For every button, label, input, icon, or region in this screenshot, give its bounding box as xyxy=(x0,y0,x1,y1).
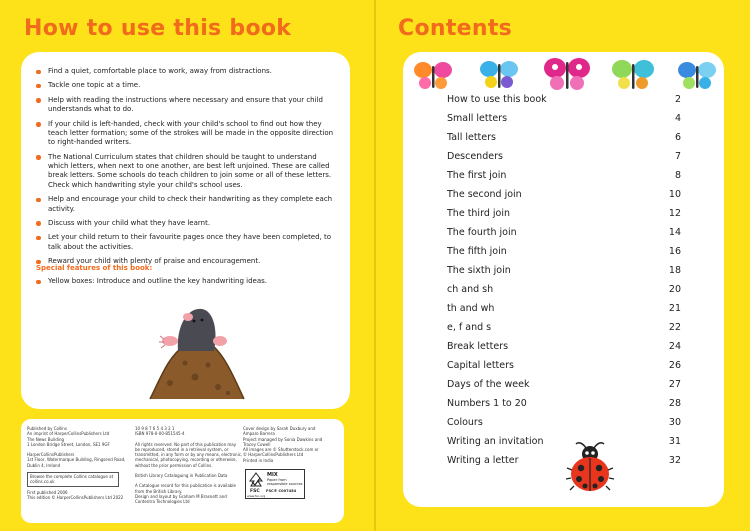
contents-entry-label: Colours xyxy=(447,417,483,428)
imprint-line: 1st Floor, Watermarque Building, Ringsend Road, xyxy=(27,457,126,463)
contents-entry-label: e, f and s xyxy=(447,322,492,333)
imprint-col1 xyxy=(27,426,125,500)
imprint-line: This edition © HarperCollinsPublishers Ltd 2022 xyxy=(27,494,124,500)
fsc-mix-sub2: responsible sources xyxy=(267,482,303,486)
contents-entry-page: 28 xyxy=(668,398,681,409)
imprint-line: Project managed by Sonia Dawkins and xyxy=(243,436,323,442)
contents-entry-page: 30 xyxy=(668,417,681,428)
contents-entry[interactable] xyxy=(447,128,681,147)
imprint-col3 xyxy=(243,426,322,463)
imprint-line: Browse the complete Collins catalogue at xyxy=(30,474,114,480)
imprint-line: HarperCollinsPublishers xyxy=(27,452,75,458)
butterfly-icon xyxy=(480,61,518,88)
imprint-line: An imprint of HarperCollinsPublishers Ltd xyxy=(27,431,110,437)
imprint-line: Contentra Technologies Ltd xyxy=(135,499,190,505)
contents-entry-label: How to use this book xyxy=(447,94,547,105)
contents-entry[interactable] xyxy=(447,337,681,356)
contents-entry-page: 32 xyxy=(668,455,681,466)
contents-entry-page: 24 xyxy=(668,341,681,352)
tip-item: Let your child return to their favourite pages once they have been completed, to talk about the activities. xyxy=(36,233,336,252)
tip-item: Find a quiet, comfortable place to work, away from distractions. xyxy=(36,67,336,76)
contents-entry-label: The first join xyxy=(447,170,507,181)
contents-entry[interactable] xyxy=(447,204,681,223)
imprint-line: Design and layout by Graham M Brasnett and xyxy=(135,493,227,499)
catalogue-link[interactable]: collins.co.uk xyxy=(30,479,55,485)
tip-item: If your child is left-handed, check with your child's school to find out how they teach letter formation; some of the strokes will be made in the opposite direction to right-handed writers. xyxy=(36,120,336,148)
contents-entry[interactable] xyxy=(447,299,681,318)
contents-entry-label: Writing a letter xyxy=(447,455,519,466)
contents-entry[interactable] xyxy=(447,451,681,470)
contents-entry-label: The fifth join xyxy=(447,246,507,257)
imprint-line: First published 2006 xyxy=(27,489,68,495)
imprint-line: mechanical, photocopying, recording or otherwise, xyxy=(135,457,237,463)
imprint-line: ISBN 978-0-00-851545-4 xyxy=(135,431,185,437)
contents-entry-label: Days of the week xyxy=(447,379,530,390)
fsc-brand: FSC xyxy=(250,489,260,494)
imprint-line: from the British Library. xyxy=(135,488,183,494)
contents-entry[interactable] xyxy=(447,394,681,413)
tip-item: Help and encourage your child to check their handwriting as they complete each activity. xyxy=(36,195,336,214)
imprint-line: All images are © Shutterstock.com or xyxy=(243,447,319,453)
contents-entry-page: 10 xyxy=(668,189,681,200)
contents-entry-label: ch and sh xyxy=(447,284,494,295)
tip-item: Tackle one topic at a time. xyxy=(36,81,336,90)
imprint-line: © HarperCollinsPublishers Ltd xyxy=(243,452,304,458)
tip-item: Reward your child with plenty of praise and encouragement. xyxy=(36,257,336,266)
fsc-code: FSC® C007454 xyxy=(266,489,297,493)
contents-entry-page: 20 xyxy=(668,284,681,295)
imprint-col2 xyxy=(135,426,242,505)
contents-entry-page: 27 xyxy=(668,379,681,390)
contents-entry[interactable] xyxy=(447,280,681,299)
contents-entry-label: Writing an invitation xyxy=(447,436,544,447)
contents-entry-label: th and wh xyxy=(447,303,495,314)
contents-entry[interactable] xyxy=(447,261,681,280)
imprint-line: A Catalogue record for this publication is available xyxy=(135,483,236,489)
contents-entry-page: 18 xyxy=(668,265,681,276)
contents-entry-label: The third join xyxy=(447,208,510,219)
imprint-line: 10 9 8 7 6 5 4 3 2 1 xyxy=(135,426,175,431)
contents-entry[interactable] xyxy=(447,147,681,166)
contents-entry-page: 2 xyxy=(674,94,681,105)
imprint-line: Printed in India xyxy=(243,457,274,463)
contents-entry-page: 26 xyxy=(668,360,681,371)
contents-entry[interactable] xyxy=(447,356,681,375)
contents-entry-label: Break letters xyxy=(447,341,509,352)
imprint-line: Amparo Barrera xyxy=(243,431,275,437)
contents-entry-label: The sixth join xyxy=(447,265,511,276)
fsc-mix-sub1: Paper from xyxy=(267,478,287,482)
contents-entry[interactable] xyxy=(447,242,681,261)
contents-entry[interactable] xyxy=(447,90,681,109)
contents-entry[interactable] xyxy=(447,432,681,451)
contents-entry[interactable] xyxy=(447,223,681,242)
contents-entry[interactable] xyxy=(447,413,681,432)
contents-entry[interactable] xyxy=(447,185,681,204)
contents-entry-page: 21 xyxy=(668,303,681,314)
special-features-heading: Special features of this book: xyxy=(36,264,153,272)
imprint-line: British Library Cataloguing in Publication Data xyxy=(135,473,228,479)
contents-entry[interactable] xyxy=(447,375,681,394)
contents-entry-label: Numbers 1 to 20 xyxy=(447,398,527,409)
fsc-logo xyxy=(245,469,305,499)
tip-item: Discuss with your child what they have learnt. xyxy=(36,219,336,228)
imprint-line: transmitted, in any form or by any means, electronic, xyxy=(135,452,243,458)
contents-entry-page: 22 xyxy=(668,322,681,333)
butterfly-icon xyxy=(414,62,452,89)
tip-item: The National Curriculum states that children should be taught to understand which letters, when next to one another, are best left unjoined. These are called break letters. Some schools do teach children to join some or all of these letters. Check which handwriting style your child's school uses. xyxy=(36,153,336,190)
special-feature-item: Yellow boxes: Introduce and outline the key handwriting ideas. xyxy=(36,277,336,286)
imprint-line: Dublin 4, Ireland xyxy=(27,462,61,468)
imprint-line: Tracey Cowell xyxy=(243,441,271,447)
contents-entry-label: The second join xyxy=(447,189,522,200)
page-gutter xyxy=(374,0,376,531)
mole-illustration xyxy=(140,295,250,405)
fsc-mix: MIX xyxy=(267,472,278,478)
imprint-line: Published by Collins xyxy=(27,426,67,431)
contents-entry-label: The fourth join xyxy=(447,227,517,238)
contents-entry-label: Descenders xyxy=(447,151,503,162)
contents-entry-label: Small letters xyxy=(447,113,508,124)
imprint-line: Cover design by Sarah Duxbury and xyxy=(243,426,316,431)
fsc-url: www.fsc.org xyxy=(247,494,266,498)
tips-list xyxy=(36,67,336,272)
special-features-list xyxy=(36,277,336,286)
contents-entry[interactable] xyxy=(447,166,681,185)
contents-entry-page: 31 xyxy=(668,436,681,447)
contents-entry-page: 4 xyxy=(674,113,681,124)
how-to-use-title: How to use this book xyxy=(24,16,292,41)
butterfly-icon xyxy=(678,62,716,89)
contents-entry-page: 14 xyxy=(668,227,681,238)
contents-title: Contents xyxy=(398,16,513,41)
imprint-line: be reproduced, stored in a retrieval system, or xyxy=(135,446,229,452)
contents-entry[interactable] xyxy=(447,318,681,337)
contents-entry-label: Tall letters xyxy=(447,132,496,143)
ladybird-icon xyxy=(566,440,616,495)
contents-entry-page: 8 xyxy=(674,170,681,181)
contents-entry-page: 12 xyxy=(668,208,681,219)
contents-list xyxy=(447,90,681,470)
imprint-line: All rights reserved. No part of this publication may xyxy=(135,441,237,447)
imprint-line: without the prior permission of Collins. xyxy=(135,462,213,468)
contents-entry-page: 6 xyxy=(674,132,681,143)
contents-entry-page: 7 xyxy=(674,151,681,162)
tip-item: Help with reading the instructions where necessary and ensure that your child understands what to do. xyxy=(36,96,336,115)
imprint-line: The News Building xyxy=(27,436,65,442)
butterfly-icon xyxy=(544,58,590,90)
imprint-line: 1 London Bridge Street, London, SE1 9GF xyxy=(27,441,110,447)
catalogue-box xyxy=(27,472,119,487)
contents-entry-label: Capital letters xyxy=(447,360,514,371)
butterfly-icon xyxy=(612,60,654,89)
tree-check-icon xyxy=(248,472,264,489)
contents-entry-page: 16 xyxy=(668,246,681,257)
contents-entry[interactable] xyxy=(447,109,681,128)
